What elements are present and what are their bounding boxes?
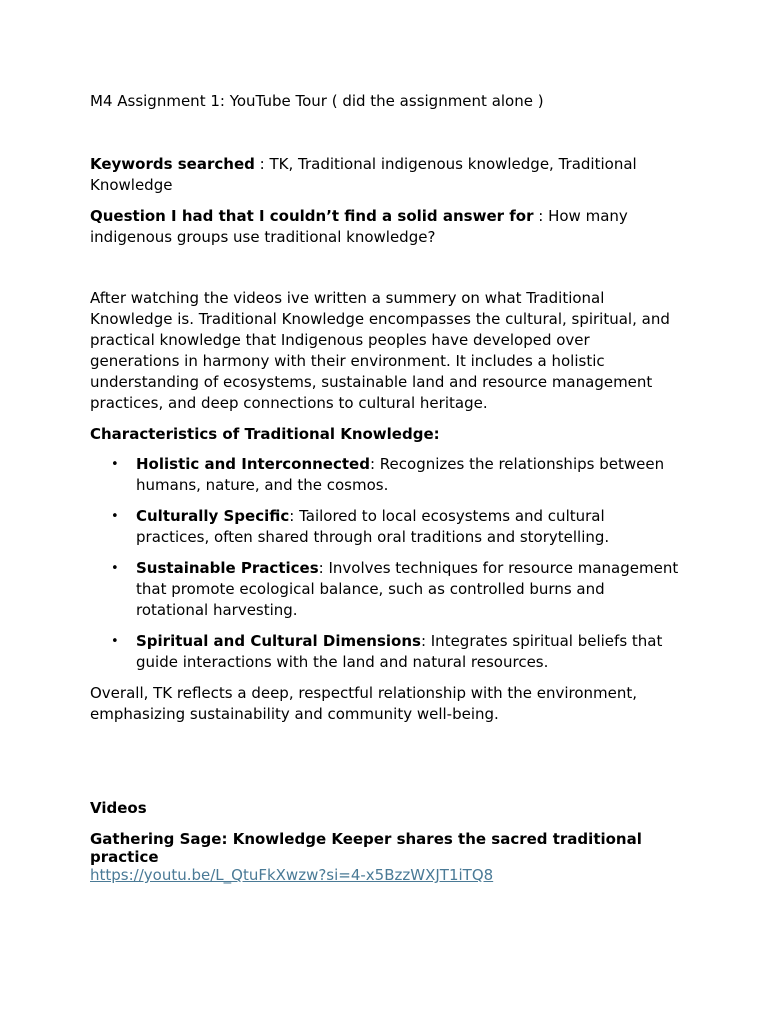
bullet-icon: • bbox=[111, 561, 119, 576]
video-entry bbox=[90, 830, 680, 884]
list-item bbox=[90, 558, 680, 621]
keywords-paragraph bbox=[90, 154, 680, 196]
keywords-label: Keywords searched bbox=[90, 155, 255, 173]
question-label: Question I had that I couldn’t find a solid answer for bbox=[90, 207, 534, 225]
assignment-title: M4 Assignment 1: YouTube Tour ( did the assignment alone ) bbox=[90, 92, 544, 110]
item-text: : Recognizes the relationships between humans, nature, and the cosmos. bbox=[136, 455, 665, 494]
bullet-icon: • bbox=[111, 457, 119, 472]
keywords-text: : TK, Traditional indigenous knowledge, Traditional Knowledge bbox=[90, 155, 637, 194]
question-paragraph bbox=[90, 206, 680, 248]
list-item bbox=[90, 506, 680, 548]
list-item bbox=[90, 631, 680, 673]
item-term: Culturally Specific bbox=[136, 507, 290, 525]
item-text: : Tailored to local ecosystems and cultural practices, often shared through oral traditions and storytelling. bbox=[136, 507, 610, 546]
item-term: Sustainable Practices bbox=[136, 559, 319, 577]
characteristics-list bbox=[90, 454, 680, 683]
summary-paragraph: After watching the videos ive written a summery on what Traditional Knowledge is. Traditional Knowledge encompasses the cultural, spiritual, and practical knowledge that Indigenous peoples have developed over generations in harmony with their environment. It includes a holistic understanding of ecosystems, sustainable land and resource management practices, and deep connections to cultural heritage. bbox=[90, 289, 670, 412]
item-text: : Integrates spiritual beliefs that guide interactions with the land and natural resources. bbox=[136, 632, 663, 671]
bullet-icon: • bbox=[111, 634, 119, 649]
videos-heading: Videos bbox=[90, 799, 147, 817]
bullet-icon: • bbox=[111, 509, 119, 524]
question-text: : How many indigenous groups use traditional knowledge? bbox=[90, 207, 628, 246]
overall-paragraph: Overall, TK reflects a deep, respectful relationship with the environment, emphasizing sustainability and community well-being. bbox=[90, 684, 638, 723]
item-term: Spiritual and Cultural Dimensions bbox=[136, 632, 421, 650]
video-link[interactable]: https://youtu.be/L_QtuFkXwzw?si=4-x5BzzWXJT1iTQ8 bbox=[90, 866, 494, 884]
item-text: : Involves techniques for resource management that promote ecological balance, such as controlled burns and rotational harvesting. bbox=[136, 559, 679, 619]
item-term: Holistic and Interconnected bbox=[136, 455, 370, 473]
characteristics-heading: Characteristics of Traditional Knowledge: bbox=[90, 425, 440, 443]
video-title: Gathering Sage: Knowledge Keeper shares the sacred traditional practice bbox=[90, 830, 642, 866]
list-item bbox=[90, 454, 680, 496]
